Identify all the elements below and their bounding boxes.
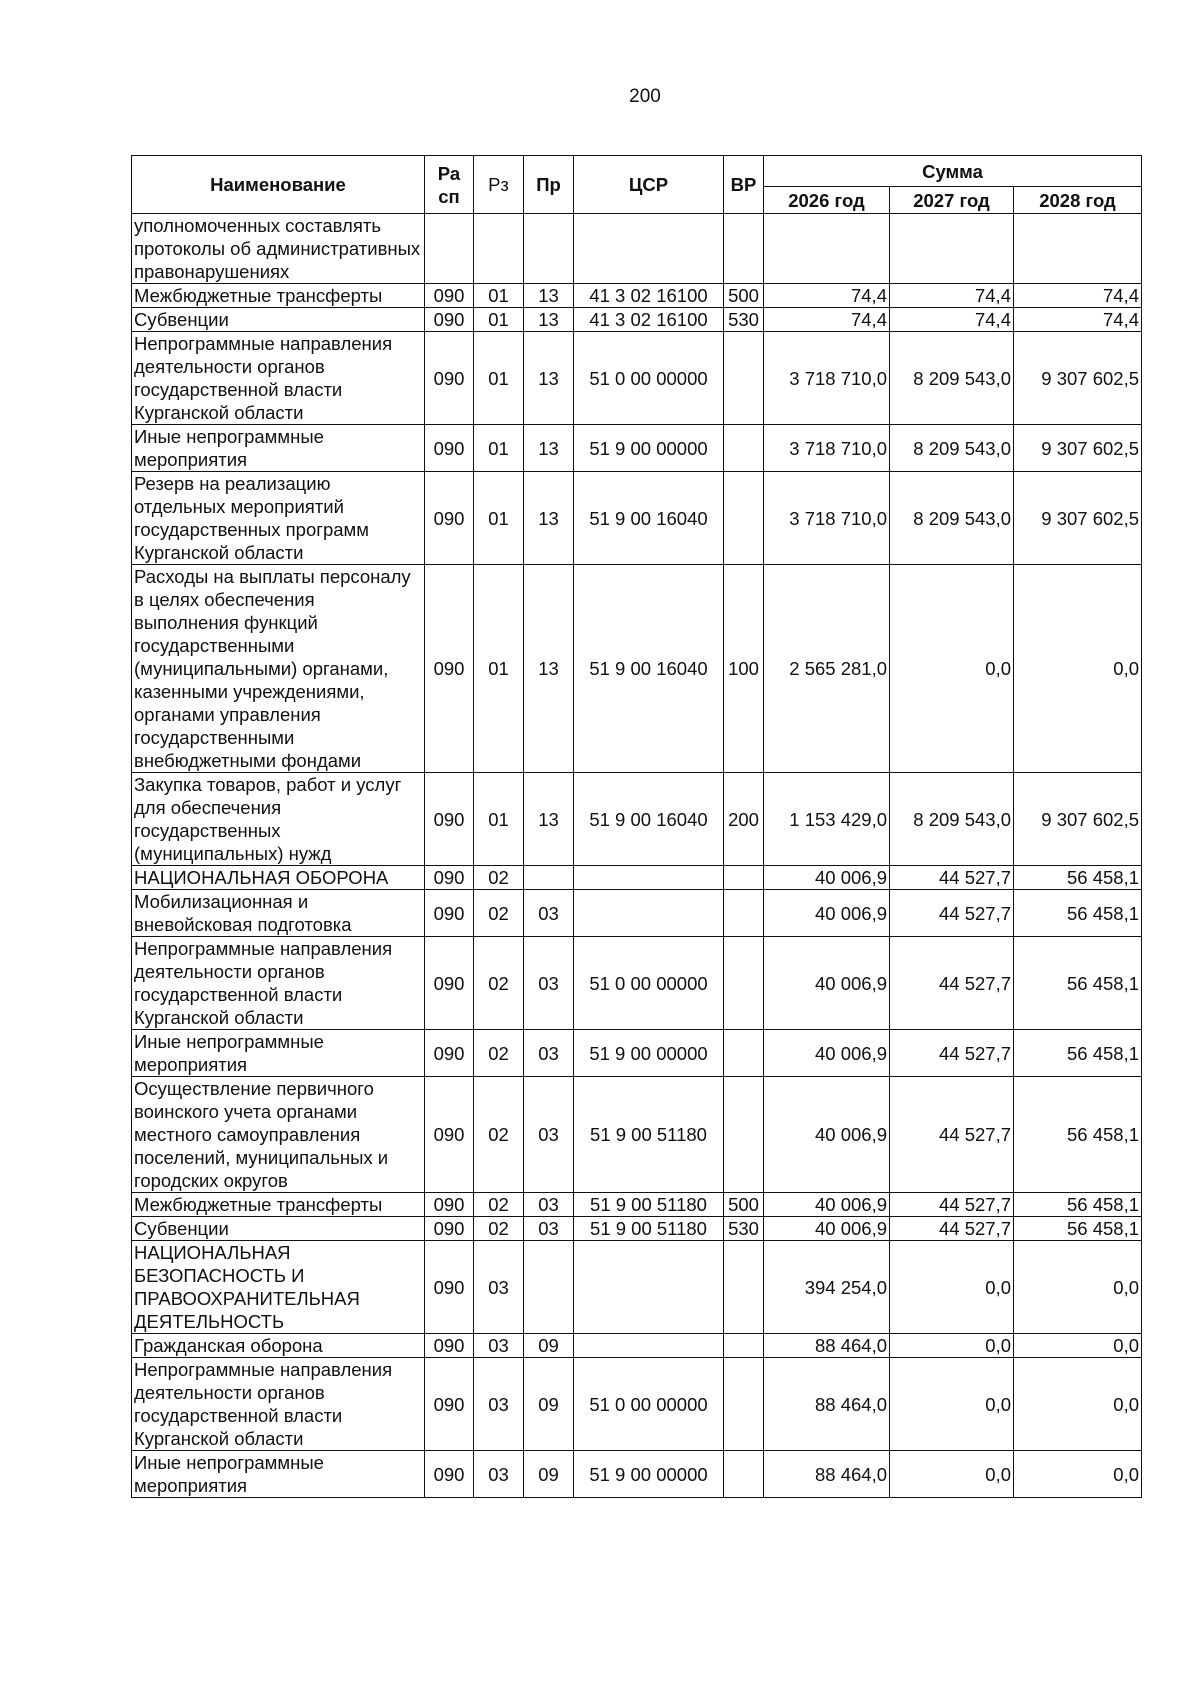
cell-pr: 09 [524, 1358, 574, 1451]
header-rsp-bottom: сп [438, 185, 460, 207]
cell-sum-2027: 0,0 [890, 1334, 1014, 1358]
cell-rsp: 090 [425, 1241, 474, 1334]
cell-csr: 51 0 00 00000 [574, 332, 724, 425]
cell-rz: 03 [474, 1358, 524, 1451]
cell-rz: 02 [474, 1077, 524, 1193]
cell-vr: 500 [724, 284, 764, 308]
table-row [132, 1358, 1142, 1451]
cell-sum-2026 [764, 214, 890, 284]
cell-pr [524, 866, 574, 890]
header-year-2026: 2026 год [764, 187, 890, 214]
cell-pr: 03 [524, 1077, 574, 1193]
cell-pr: 13 [524, 284, 574, 308]
cell-rz: 01 [474, 332, 524, 425]
cell-pr: 13 [524, 332, 574, 425]
header-csr: ЦСР [574, 156, 724, 214]
cell-pr: 13 [524, 565, 574, 773]
cell-csr: 51 9 00 00000 [574, 1030, 724, 1077]
cell-rz: 03 [474, 1241, 524, 1334]
cell-sum-2027: 44 527,7 [890, 1077, 1014, 1193]
cell-csr: 51 9 00 00000 [574, 425, 724, 472]
cell-sum-2028: 56 458,1 [1014, 1193, 1142, 1217]
cell-rsp: 090 [425, 890, 474, 937]
cell-rz: 01 [474, 565, 524, 773]
cell-csr: 51 9 00 16040 [574, 565, 724, 773]
table-row [132, 332, 1142, 425]
cell-rsp: 090 [425, 1030, 474, 1077]
table-header [132, 156, 1142, 214]
cell-sum-2028: 9 307 602,5 [1014, 773, 1142, 866]
cell-sum-2026: 2 565 281,0 [764, 565, 890, 773]
cell-sum-2027: 0,0 [890, 1241, 1014, 1334]
cell-csr: 51 9 00 51180 [574, 1217, 724, 1241]
header-year-2028: 2028 год [1014, 187, 1142, 214]
budget-table [131, 155, 1142, 1498]
cell-sum-2026: 40 006,9 [764, 1217, 890, 1241]
cell-rz: 02 [474, 937, 524, 1030]
cell-name: Непрограммные направления деятельности органов государственной власти Курганской области [132, 937, 425, 1030]
cell-rsp: 090 [425, 284, 474, 308]
table-row [132, 1217, 1142, 1241]
cell-sum-2026: 88 464,0 [764, 1334, 890, 1358]
cell-vr [724, 472, 764, 565]
cell-sum-2027: 0,0 [890, 1358, 1014, 1451]
cell-sum-2027: 44 527,7 [890, 1193, 1014, 1217]
cell-pr: 03 [524, 1030, 574, 1077]
cell-rsp: 090 [425, 308, 474, 332]
cell-csr: 51 0 00 00000 [574, 1358, 724, 1451]
cell-rsp: 090 [425, 1193, 474, 1217]
cell-rsp: 090 [425, 425, 474, 472]
table-row [132, 773, 1142, 866]
cell-sum-2026: 74,4 [764, 284, 890, 308]
cell-sum-2026: 88 464,0 [764, 1451, 890, 1498]
cell-rz: 01 [474, 425, 524, 472]
cell-sum-2026: 40 006,9 [764, 1077, 890, 1193]
cell-sum-2028: 56 458,1 [1014, 1077, 1142, 1193]
cell-csr: 51 9 00 16040 [574, 472, 724, 565]
cell-sum-2027: 8 209 543,0 [890, 773, 1014, 866]
cell-sum-2027 [890, 214, 1014, 284]
cell-sum-2026: 40 006,9 [764, 1193, 890, 1217]
cell-vr [724, 332, 764, 425]
table-row [132, 214, 1142, 284]
cell-sum-2027: 44 527,7 [890, 937, 1014, 1030]
cell-sum-2026: 40 006,9 [764, 937, 890, 1030]
cell-name: Межбюджетные трансферты [132, 1193, 425, 1217]
cell-name: Непрограммные направления деятельности органов государственной власти Курганской области [132, 1358, 425, 1451]
cell-sum-2028: 56 458,1 [1014, 866, 1142, 890]
table-row [132, 1030, 1142, 1077]
cell-name: Непрограммные направления деятельности органов государственной власти Курганской области [132, 332, 425, 425]
cell-sum-2026: 74,4 [764, 308, 890, 332]
cell-name: Мобилизационная и вневойсковая подготовка [132, 890, 425, 937]
cell-sum-2028: 56 458,1 [1014, 937, 1142, 1030]
cell-vr [724, 1077, 764, 1193]
cell-rz: 01 [474, 472, 524, 565]
cell-name: Закупка товаров, работ и услуг для обеспечения государственных (муниципальных) нужд [132, 773, 425, 866]
header-vr: ВР [724, 156, 764, 214]
cell-rz: 02 [474, 890, 524, 937]
table-row [132, 472, 1142, 565]
cell-sum-2026: 3 718 710,0 [764, 472, 890, 565]
cell-sum-2026: 40 006,9 [764, 866, 890, 890]
cell-rsp [425, 214, 474, 284]
cell-rz: 01 [474, 308, 524, 332]
cell-pr: 13 [524, 472, 574, 565]
cell-sum-2026: 3 718 710,0 [764, 332, 890, 425]
cell-sum-2028: 9 307 602,5 [1014, 332, 1142, 425]
cell-sum-2026: 1 153 429,0 [764, 773, 890, 866]
cell-vr [724, 890, 764, 937]
header-sum: Сумма [764, 156, 1142, 187]
cell-rz: 01 [474, 284, 524, 308]
cell-sum-2028: 9 307 602,5 [1014, 425, 1142, 472]
cell-vr: 100 [724, 565, 764, 773]
cell-csr: 41 3 02 16100 [574, 284, 724, 308]
cell-vr [724, 1358, 764, 1451]
cell-vr [724, 937, 764, 1030]
table-row [132, 1241, 1142, 1334]
cell-vr [724, 1451, 764, 1498]
cell-name: Иные непрограммные мероприятия [132, 1451, 425, 1498]
cell-pr: 03 [524, 1193, 574, 1217]
cell-csr: 51 9 00 51180 [574, 1077, 724, 1193]
cell-sum-2027: 44 527,7 [890, 1217, 1014, 1241]
header-year-2027: 2027 год [890, 187, 1014, 214]
table-row [132, 866, 1142, 890]
cell-csr: 41 3 02 16100 [574, 308, 724, 332]
cell-name: Осуществление первичного воинского учета органами местного самоуправления поселений, муниципальных и городских округов [132, 1077, 425, 1193]
cell-sum-2028: 0,0 [1014, 1358, 1142, 1451]
cell-sum-2027: 0,0 [890, 565, 1014, 773]
cell-name: Иные непрограммные мероприятия [132, 425, 425, 472]
cell-sum-2028: 9 307 602,5 [1014, 472, 1142, 565]
cell-name: Резерв на реализацию отдельных мероприятий государственных программ Курганской области [132, 472, 425, 565]
cell-rsp: 090 [425, 1217, 474, 1241]
cell-sum-2028: 0,0 [1014, 1451, 1142, 1498]
cell-rsp: 090 [425, 773, 474, 866]
cell-rz: 02 [474, 1217, 524, 1241]
header-rsp-top: Ра [437, 162, 461, 184]
cell-pr: 03 [524, 1217, 574, 1241]
cell-pr: 03 [524, 937, 574, 1030]
cell-sum-2028: 0,0 [1014, 1241, 1142, 1334]
table-row [132, 1334, 1142, 1358]
cell-rsp: 090 [425, 1358, 474, 1451]
cell-sum-2027: 8 209 543,0 [890, 425, 1014, 472]
cell-pr: 13 [524, 773, 574, 866]
cell-pr [524, 1241, 574, 1334]
cell-rsp: 090 [425, 866, 474, 890]
cell-sum-2027: 8 209 543,0 [890, 472, 1014, 565]
cell-csr [574, 866, 724, 890]
cell-pr: 09 [524, 1451, 574, 1498]
cell-name: Расходы на выплаты персоналу в целях обеспечения выполнения функций государственными (муниципальными) органами, казенными учреждениями, органами управления государственными внебюджетными фондами [132, 565, 425, 773]
cell-rz [474, 214, 524, 284]
cell-rz: 02 [474, 866, 524, 890]
table-row [132, 1077, 1142, 1193]
cell-sum-2028: 56 458,1 [1014, 1030, 1142, 1077]
cell-sum-2026: 3 718 710,0 [764, 425, 890, 472]
cell-name: НАЦИОНАЛЬНАЯ БЕЗОПАСНОСТЬ И ПРАВООХРАНИТЕЛЬНАЯ ДЕЯТЕЛЬНОСТЬ [132, 1241, 425, 1334]
cell-rsp: 090 [425, 1451, 474, 1498]
cell-sum-2027: 44 527,7 [890, 890, 1014, 937]
table-row [132, 937, 1142, 1030]
cell-sum-2027: 0,0 [890, 1451, 1014, 1498]
cell-name: Субвенции [132, 308, 425, 332]
cell-vr [724, 425, 764, 472]
cell-sum-2026: 88 464,0 [764, 1358, 890, 1451]
cell-csr [574, 1241, 724, 1334]
cell-sum-2027: 8 209 543,0 [890, 332, 1014, 425]
cell-name: Субвенции [132, 1217, 425, 1241]
table-row [132, 565, 1142, 773]
cell-rsp: 090 [425, 332, 474, 425]
cell-vr: 530 [724, 308, 764, 332]
cell-sum-2027: 74,4 [890, 284, 1014, 308]
cell-sum-2028 [1014, 214, 1142, 284]
cell-vr: 200 [724, 773, 764, 866]
cell-rz: 03 [474, 1451, 524, 1498]
cell-pr [524, 214, 574, 284]
cell-name: Гражданская оборона [132, 1334, 425, 1358]
cell-vr [724, 214, 764, 284]
header-rz: Рз [474, 156, 524, 214]
table-row [132, 1193, 1142, 1217]
cell-name: Межбюджетные трансферты [132, 284, 425, 308]
cell-vr [724, 1334, 764, 1358]
cell-rz: 02 [474, 1030, 524, 1077]
cell-sum-2028: 74,4 [1014, 308, 1142, 332]
cell-csr: 51 9 00 51180 [574, 1193, 724, 1217]
cell-rsp: 090 [425, 472, 474, 565]
cell-csr [574, 214, 724, 284]
cell-vr [724, 1241, 764, 1334]
cell-name: уполномоченных составлять протоколы об административных правонарушениях [132, 214, 425, 284]
cell-vr [724, 1030, 764, 1077]
table-row [132, 308, 1142, 332]
cell-sum-2026: 40 006,9 [764, 1030, 890, 1077]
cell-csr [574, 1334, 724, 1358]
cell-vr: 530 [724, 1217, 764, 1241]
cell-pr: 03 [524, 890, 574, 937]
cell-name: НАЦИОНАЛЬНАЯ ОБОРОНА [132, 866, 425, 890]
header-pr: Пр [524, 156, 574, 214]
cell-sum-2026: 394 254,0 [764, 1241, 890, 1334]
header-name: Наименование [132, 156, 425, 214]
cell-csr: 51 9 00 00000 [574, 1451, 724, 1498]
cell-vr [724, 866, 764, 890]
cell-rsp: 090 [425, 937, 474, 1030]
cell-pr: 13 [524, 308, 574, 332]
cell-vr: 500 [724, 1193, 764, 1217]
cell-rz: 01 [474, 773, 524, 866]
cell-rsp: 090 [425, 565, 474, 773]
cell-rz: 02 [474, 1193, 524, 1217]
cell-sum-2027: 44 527,7 [890, 1030, 1014, 1077]
cell-pr: 09 [524, 1334, 574, 1358]
table-row [132, 284, 1142, 308]
cell-sum-2026: 40 006,9 [764, 890, 890, 937]
table-row [132, 425, 1142, 472]
cell-rsp: 090 [425, 1334, 474, 1358]
table-row [132, 1451, 1142, 1498]
cell-csr: 51 9 00 16040 [574, 773, 724, 866]
cell-sum-2028: 56 458,1 [1014, 890, 1142, 937]
cell-pr: 13 [524, 425, 574, 472]
cell-sum-2028: 56 458,1 [1014, 1217, 1142, 1241]
cell-rz: 03 [474, 1334, 524, 1358]
cell-sum-2028: 74,4 [1014, 284, 1142, 308]
cell-sum-2028: 0,0 [1014, 565, 1142, 773]
table-row [132, 890, 1142, 937]
cell-sum-2027: 44 527,7 [890, 866, 1014, 890]
cell-csr: 51 0 00 00000 [574, 937, 724, 1030]
cell-rsp: 090 [425, 1077, 474, 1193]
cell-sum-2028: 0,0 [1014, 1334, 1142, 1358]
table-body [132, 214, 1142, 1498]
cell-sum-2027: 74,4 [890, 308, 1014, 332]
cell-name: Иные непрограммные мероприятия [132, 1030, 425, 1077]
header-rsp [425, 156, 474, 214]
page-number: 200 [629, 86, 661, 107]
cell-csr [574, 890, 724, 937]
